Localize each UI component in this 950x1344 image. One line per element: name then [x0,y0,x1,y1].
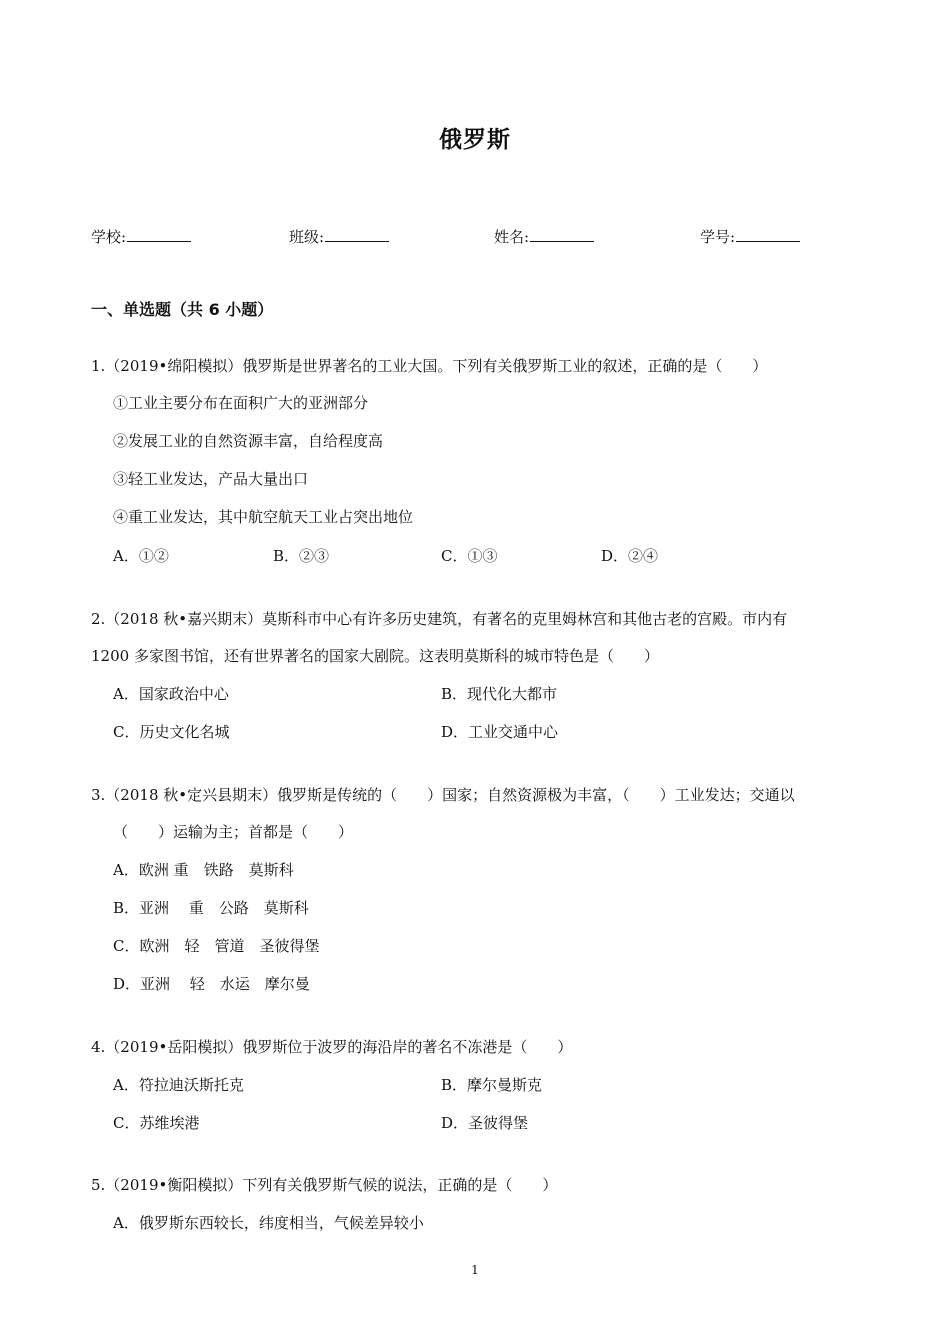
question-stem: 5.（2019•衡阳模拟）下列有关俄罗斯气候的说法，正确的是（ ） [91,1176,558,1194]
statement-item: ①工业主要分布在面积广大的亚洲部分 [113,394,369,412]
question-stem: 2.（2018 秋•嘉兴期末）莫斯科市中心有许多历史建筑，有著名的克里姆林宫和其他古老的宫殿。市内有 [91,610,788,628]
option-d[interactable]: D．工业交通中心 [441,723,559,741]
option-a[interactable]: A．符拉迪沃斯托克 [113,1076,244,1094]
option-d[interactable]: D．亚洲 轻 水运 摩尔曼 [113,975,310,993]
name-label: 姓名: [494,228,530,246]
question-stem-continued: 1200 多家图书馆，还有世界著名的国家大剧院。这表明莫斯科的城市特色是（ ） [91,647,659,665]
option-d[interactable]: D．圣彼得堡 [441,1114,529,1132]
student-number-field[interactable] [700,226,800,247]
option-c[interactable]: C．历史文化名城 [113,723,230,741]
option-b[interactable]: B．摩尔曼斯克 [441,1076,543,1094]
class-blank[interactable] [325,227,389,242]
option-c[interactable]: C．欧洲 轻 管道 圣彼得堡 [113,937,320,955]
option-b[interactable]: B．亚洲 重 公路 莫斯科 [113,899,309,917]
statement-item: ④重工业发达，其中航空航天工业占突出地位 [113,508,414,526]
student-info-row [91,226,851,250]
document-title: 俄罗斯 [439,127,511,153]
option-a[interactable]: A．俄罗斯东西较长，纬度相当，气候差异较小 [113,1214,424,1232]
school-label: 学校: [91,228,127,246]
class-field[interactable] [289,226,389,247]
option-a[interactable]: A．欧洲 重 铁路 莫斯科 [113,861,294,879]
section-heading: 一、单选题（共 6 小题） [91,300,274,319]
option-c[interactable]: C．①③ [441,547,498,565]
student-number-blank[interactable] [736,227,800,242]
statement-item: ②发展工业的自然资源丰富，自给程度高 [113,432,384,450]
option-d[interactable]: D．②④ [601,547,659,565]
question-stem: 4.（2019•岳阳模拟）俄罗斯位于波罗的海沿岸的著名不冻港是（ ） [91,1038,573,1056]
school-field[interactable] [91,226,191,247]
school-blank[interactable] [127,227,191,242]
question-stem: 3.（2018 秋•定兴县期末）俄罗斯是传统的（ ）国家；自然资源极为丰富，（ ）工业发达；交通以 [91,786,795,804]
student-number-label: 学号: [700,228,736,246]
option-b[interactable]: B．现代化大都市 [441,685,558,703]
option-b[interactable]: B．②③ [273,547,330,565]
page-number: 1 [471,1263,479,1277]
question-stem-continued: （ ）运输为主；首都是（ ） [113,823,354,841]
option-a[interactable]: A．国家政治中心 [113,685,229,703]
name-field[interactable] [494,226,594,247]
class-label: 班级: [289,228,325,246]
option-a[interactable]: A．①② [113,547,169,565]
statement-item: ③轻工业发达，产品大量出口 [113,470,309,488]
name-blank[interactable] [530,227,594,242]
question-stem: 1.（2019•绵阳模拟）俄罗斯是世界著名的工业大国。下列有关俄罗斯工业的叙述，正确的是（ ） [91,357,768,375]
option-c[interactable]: C．苏维埃港 [113,1114,200,1132]
